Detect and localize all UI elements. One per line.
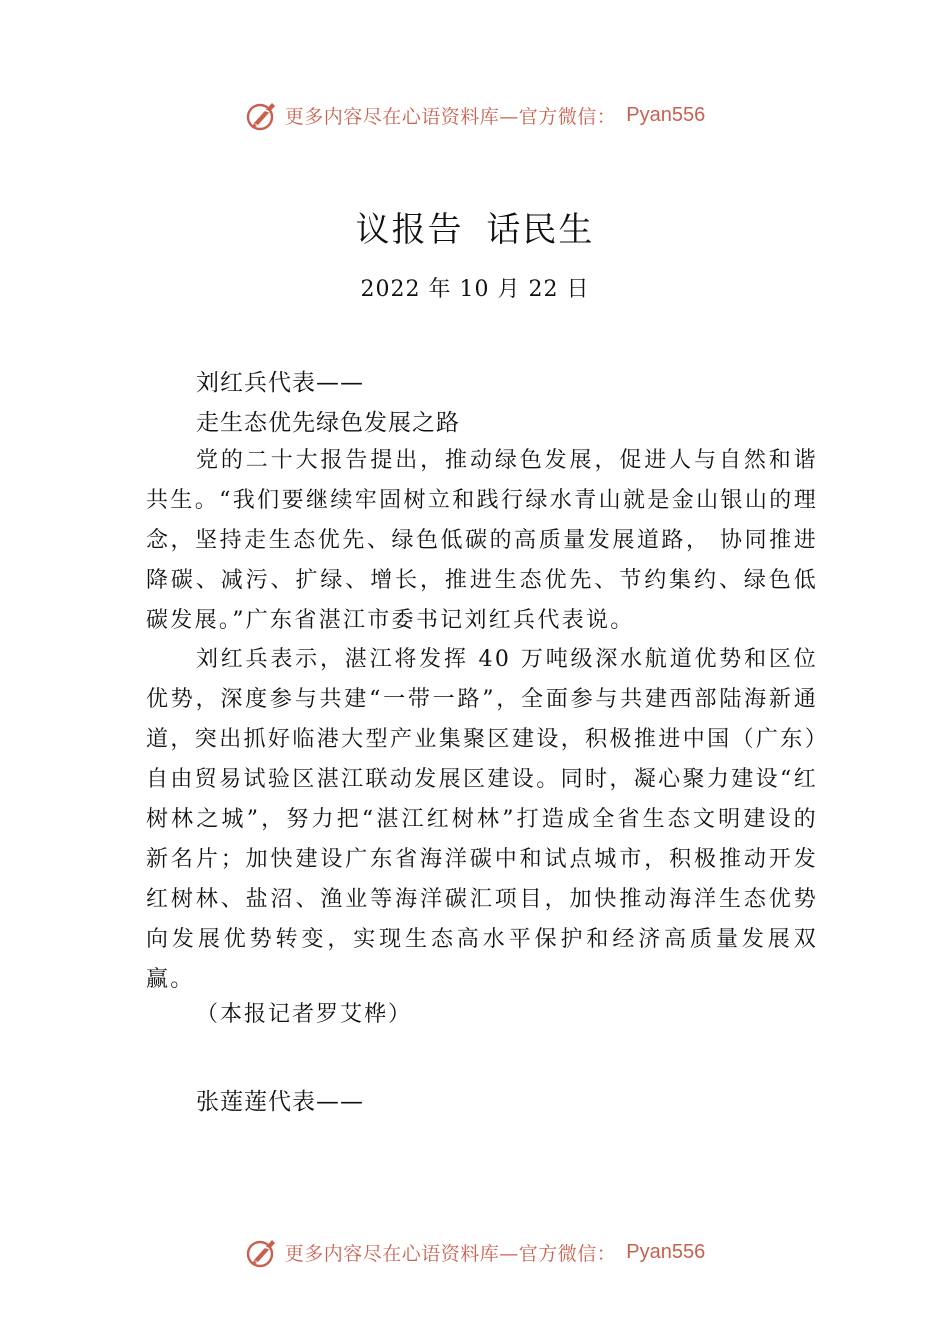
section1-author: 刘红兵代表—— — [196, 370, 364, 396]
section2-author: 张莲莲代表—— — [196, 1089, 364, 1115]
paragraph-text: 刘红兵表示，湛江将发挥 40 万吨级深水航道优势和区位优势，深度参与共建“一带一路”，全面参与共建西部陆海新通道，突出抓好临港大型产业集聚区建设，积极推进中国（广东）自由贸易试验区湛江联动发展区建设。同时，凝心聚力建设“红树林之城”，努力把“湛江红树林”打造成全省生态文明建设的新名片；加快建设广东省海洋碳中和试点城市，积极推动开发红树林、盐沼、渔业等海洋碳汇项目，加快推动海洋生态优势向发展优势转变，实现生态高水平保护和经济高质量发展双赢。 — [146, 647, 818, 992]
quill-logo-icon — [245, 98, 279, 132]
publish-date: 2022 年 10 月 22 日 — [360, 277, 590, 302]
paragraph-text: 党的二十大报告提出，推动绿色发展，促进人与自然和谐共生。“我们要继续牢固树立和践行绿水青山就是金山银山的理念，坚持走生态优先、绿色低碳的高质量发展道路， 协同推进降碳、减污、扩绿、增长，推进生态优先、节约集约、绿色低碳发展。”广东省湛江市委书记刘红兵代表说。 — [146, 448, 818, 633]
reporter-byline: （本报记者罗艾桦） — [196, 1002, 413, 1027]
footer-watermark — [0, 1232, 950, 1272]
header-watermark — [0, 95, 950, 135]
quill-logo-icon — [245, 1235, 279, 1269]
wechat-id: Pyan556 — [626, 103, 706, 126]
watermark-text: 更多内容尽在心语资料库—官方微信： — [284, 105, 617, 128]
section1-subtitle: 走生态优先绿色发展之路 — [196, 410, 460, 436]
wechat-id: Pyan556 — [626, 1240, 706, 1263]
section1-paragraph-2 — [146, 640, 818, 1000]
watermark-text: 更多内容尽在心语资料库—官方微信： — [284, 1242, 617, 1265]
page-title: 议报告 话民生 — [355, 210, 595, 250]
section1-paragraph-1 — [146, 441, 818, 641]
